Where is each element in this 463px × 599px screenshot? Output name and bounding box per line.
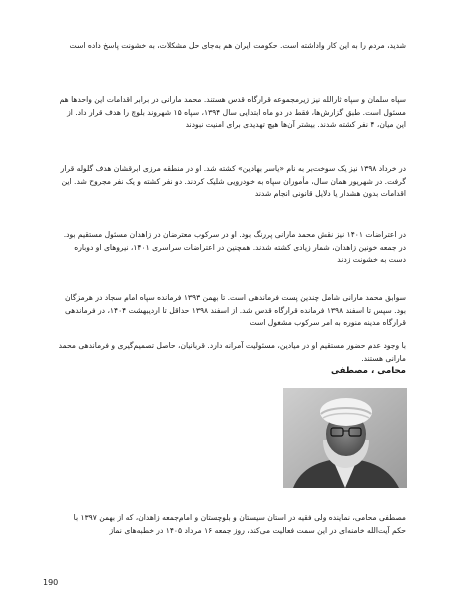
paragraph-2: سپاه سلمان و سپاه ثارالله نیز زیرمجموعه قرارگاه قدس هستند. محمد مارانی در برابر اقدامات این واحدها هم مسئول است. طبق گزارش‌ها، فقط در دو ماه ابتدایی سال ۱۳۹۴، سپاه ۱۵ شهروند بلوچ را هدف قرار داد. از این میان، ۴ نفر کشته شدند. بیشتر آن‌ها هیچ تهدیدی برای امنیت نبودند xyxy=(59,95,406,129)
paragraph-6: با وجود عدم حضور مستقیم او در میادین، مسئولیت آمرانه دارد. قربانیان، حاصل تصمیم‌گیری و فرماندهی محمد مارانی هستند. xyxy=(58,341,406,363)
portrait-photo xyxy=(283,388,407,488)
paragraph-4: در اعتراضات ۱۴۰۱ نیز نقش محمد مارانی پررنگ بود. او در سرکوب معترضان در زاهدان مسئول مستقیم بود. در جمعه خونین زاهدان، شمار زیادی کشته شدند. همچنین در اعتراضات سراسری ۱۴۰۱، نیروهای او دوباره دست به خشونت زدند xyxy=(63,230,406,264)
page-number: 190 xyxy=(43,578,59,587)
paragraph-1: شدید، مردم را به این کار واداشته است. حکومت ایران هم به‌جای حل مشکلات، به خشونت پاسخ داده است xyxy=(69,41,406,50)
section-heading: محامی ، مصطفی xyxy=(330,366,406,376)
bottom-paragraph: مصطفی محامی، نماینده ولی فقیه در استان سیستان و بلوچستان و امام‌جمعه زاهدان، که از بهمن ۱۳۹۷ با حکم آیت‌الله خامنه‌ای در این سمت فعالیت می‌کند، روز جمعه ۱۶ مرداد ۱۴۰۵ در خطبه‌های نماز xyxy=(73,513,406,535)
paragraph-5: سوابق محمد مارانی شامل چندین پست فرماندهی است. تا بهمن ۱۳۹۳ فرمانده سپاه امام سجاد در هرمزگان بود. سپس تا اسفند ۱۳۹۸ فرمانده قرارگاه قدس شد. از اسفند ۱۳۹۸ حداقل تا اردیبهشت ۱۴۰۴، در فرماندهی قرارگاه مدینه منوره به امر سرکوب مشغول است xyxy=(64,293,406,327)
paragraph-3: در خرداد ۱۳۹۸ نیز یک سوخت‌بر به نام «یاسر بهادین» کشته شد. او در منطقه مرزی ابرقشان هدف گلوله قرار گرفت. در شهریور همان سال، مأموران سپاه به خودرویی شلیک کردند. دو نفر کشته و یک نفر مجروح شد. این اقدامات بدون هشدار یا دلایل قانونی انجام شدند xyxy=(60,164,406,198)
